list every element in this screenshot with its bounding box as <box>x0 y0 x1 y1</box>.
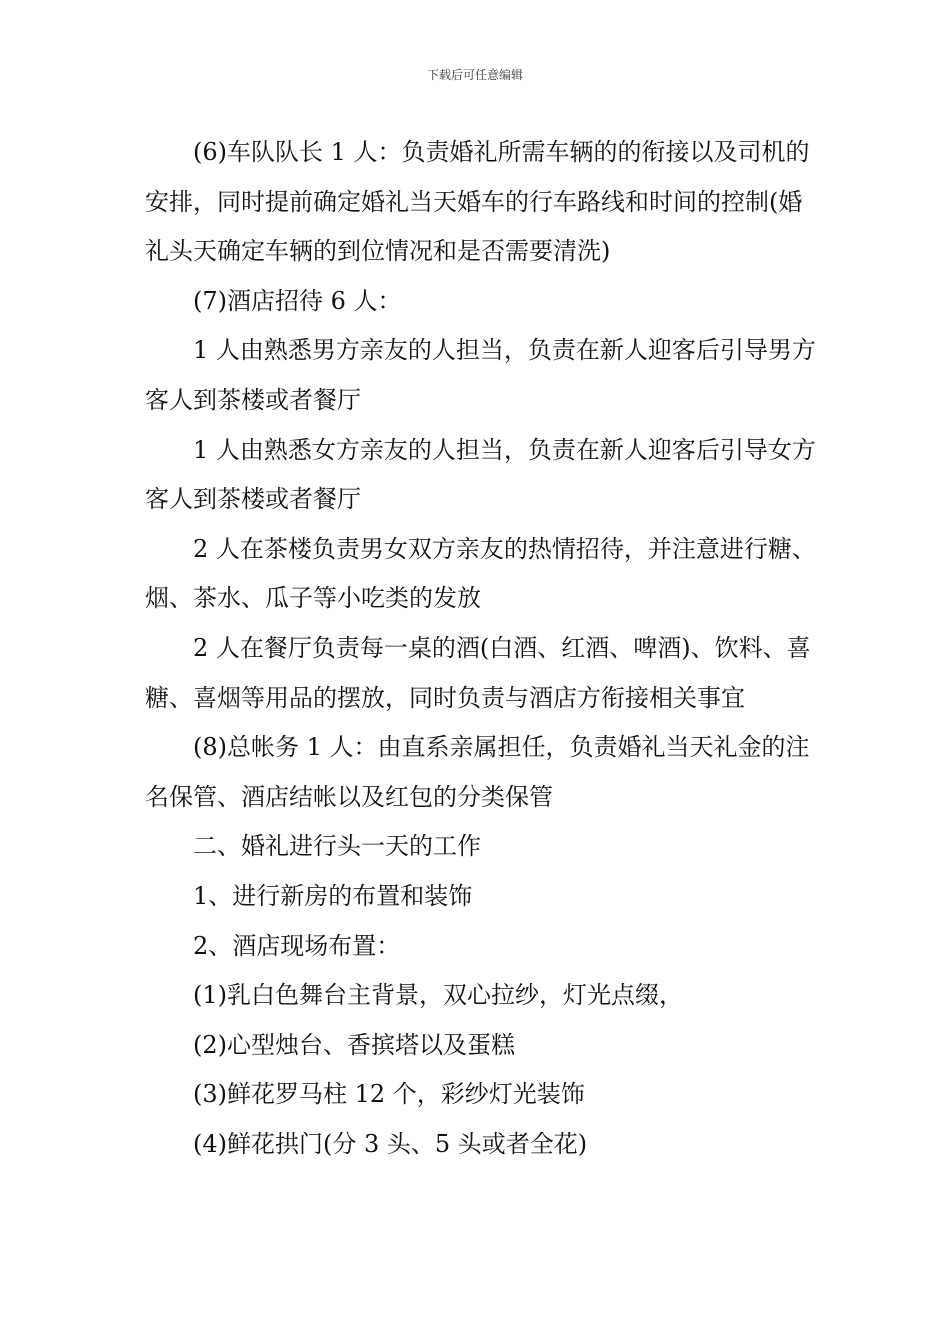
page-header: 下载后可任意编辑 <box>426 68 523 82</box>
list-item-new-room: 1、进行新房的布置和装饰 <box>193 881 473 910</box>
paragraph-restaurant: 2 人在餐厅负责每一桌的酒(白酒、红酒、啤酒)、饮料、喜糖、喜烟等用品的摆放，同时负责与酒店方衔接相关事宜 <box>145 633 811 712</box>
list-item-hotel-setup: 2、酒店现场布置： <box>193 931 401 960</box>
paragraph-teahouse: 2 人在茶楼负责男女双方亲友的热情招待，并注意进行糖、烟、茶水、瓜子等小吃类的发放 <box>145 534 816 613</box>
section-heading-day-before: 二、婚礼进行头一天的工作 <box>193 832 481 861</box>
list-item-flower-arch: (4)鲜花拱门(分 3 头、5 头或者全花) <box>193 1129 588 1158</box>
paragraph-hotel-reception: (7)酒店招待 6 人： <box>193 286 402 315</box>
list-item-stage-background: (1)乳白色舞台主背景，双心拉纱，灯光点缀， <box>193 981 683 1010</box>
paragraph-accounts: (8)总帐务 1 人：由直系亲属担任，负责婚礼当天礼金的注名保管、酒店结帐以及红包的分类保管 <box>145 733 810 811</box>
paragraph-bride-guide: 1 人由熟悉女方亲友的人担当，负责在新人迎客后引导女方客人到茶楼或者餐厅 <box>145 435 816 514</box>
document-body <box>145 128 825 1169</box>
list-item-candle-stand: (2)心型烛台、香摈塔以及蛋糕 <box>193 1030 515 1059</box>
list-item-roman-columns: (3)鲜花罗马柱 12 个，彩纱灯光装饰 <box>193 1080 585 1109</box>
paragraph-fleet-leader: (6)车队队长 1 人：负责婚礼所需车辆的的衔接以及司机的安排，同时提前确定婚礼当天婚车的行车路线和时间的控制(婚礼头天确定车辆的到位情况和是否需要清洗) <box>145 138 810 266</box>
paragraph-groom-guide: 1 人由熟悉男方亲友的人担当，负责在新人迎客后引导男方客人到茶楼或者餐厅 <box>145 336 816 414</box>
